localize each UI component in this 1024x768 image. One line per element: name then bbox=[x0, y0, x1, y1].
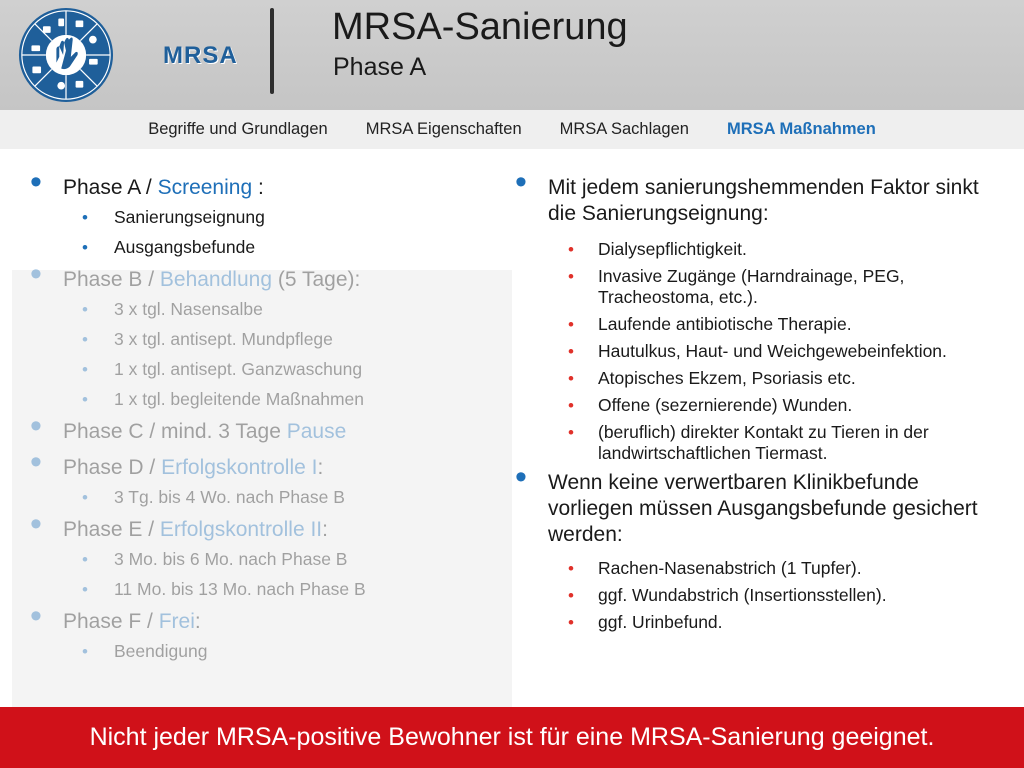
phase-c-prefix: Phase C / mind. 3 Tage bbox=[63, 420, 287, 443]
section-nav bbox=[0, 110, 1024, 149]
factor-item: • Offene (sezernierende) Wunden. bbox=[515, 395, 985, 416]
phase-b-subitem: • 1 x tgl. antisept. Ganzwaschung bbox=[30, 359, 510, 380]
nav-item-sachlagen[interactable]: MRSA Sachlagen bbox=[559, 120, 689, 138]
phase-f-prefix: Phase F / bbox=[63, 610, 159, 633]
nav-item-begriffe[interactable]: Begriffe und Grundlagen bbox=[148, 120, 328, 138]
befund-item: • ggf. Urinbefund. bbox=[515, 612, 985, 633]
page-title: MRSA-Sanierung bbox=[332, 6, 628, 48]
phase-a-subitem: • Ausgangsbefunde bbox=[30, 237, 510, 258]
phase-f-highlight: Frei bbox=[158, 610, 195, 633]
header bbox=[0, 0, 1024, 110]
page-subtitle: Phase A bbox=[333, 53, 427, 81]
point1-text: Mit jedem sanierungshemmenden Faktor sinkt die Sanierungseignung: bbox=[548, 176, 979, 225]
content-area bbox=[0, 149, 1024, 707]
phase-e-highlight: Erfolgskontrolle II bbox=[159, 518, 323, 541]
phase-e-suffix: : bbox=[322, 518, 328, 541]
phase-d-prefix: Phase D / bbox=[63, 456, 162, 479]
factor-item: • Hautulkus, Haut- und Weichgewebeinfektion. bbox=[515, 341, 985, 362]
factor-item: • Laufende antibiotische Therapie. bbox=[515, 314, 985, 335]
mrsa-logo-wheel-icon bbox=[18, 7, 114, 103]
phase-c-highlight: Pause bbox=[286, 420, 347, 443]
nav-item-eigenschaften[interactable]: MRSA Eigenschaften bbox=[365, 120, 522, 138]
factor-item: • Dialysepflichtigkeit. bbox=[515, 239, 985, 260]
phase-b-subitem: • 3 x tgl. antisept. Mundpflege bbox=[30, 329, 510, 350]
factor-item: • Invasive Zugänge (Harndrainage, PEG, Tracheostoma, etc.). bbox=[515, 266, 985, 308]
phase-d-subitem: • 3 Tg. bis 4 Wo. nach Phase B bbox=[30, 487, 510, 508]
phase-b-subitem: • 3 x tgl. Nasensalbe bbox=[30, 299, 510, 320]
phase-d-suffix: : bbox=[317, 456, 324, 479]
logo-word: MRSA bbox=[163, 42, 238, 69]
nav-item-massnahmen[interactable]: MRSA Maßnahmen bbox=[726, 120, 876, 138]
befund-item: • Rachen-Nasenabstrich (1 Tupfer). bbox=[515, 558, 985, 579]
factor-item: • Atopisches Ekzem, Psoriasis etc. bbox=[515, 368, 985, 389]
phase-b-prefix: Phase B / bbox=[63, 268, 160, 291]
footer-banner bbox=[0, 707, 1024, 768]
phase-c-item bbox=[30, 419, 510, 445]
phase-b-subitem: • 1 x tgl. begleitende Maßnahmen bbox=[30, 389, 510, 410]
phase-b-highlight: Behandlung bbox=[159, 268, 272, 291]
point2-text: Wenn keine verwertbaren Klinikbefunde vorliegen müssen Ausgangsbefunde gesichert werden: bbox=[548, 471, 978, 546]
phase-b-item bbox=[30, 267, 510, 410]
phase-d-highlight: Erfolgskontrolle I bbox=[161, 456, 318, 479]
phase-d-item bbox=[30, 455, 510, 508]
header-divider bbox=[270, 8, 274, 94]
phase-e-subitem: • 11 Mo. bis 13 Mo. nach Phase B bbox=[30, 579, 510, 600]
phase-a-subitem: • Sanierungseignung bbox=[30, 207, 510, 228]
phase-a-suffix: : bbox=[252, 176, 264, 199]
footer-text: Nicht jeder MRSA-positive Bewohner ist für eine MRSA-Sanierung geeignet. bbox=[89, 723, 935, 751]
right-column bbox=[515, 175, 985, 639]
point-ausgangsbefunde bbox=[515, 470, 985, 633]
phase-f-item bbox=[30, 609, 510, 662]
factor-item: • (beruflich) direkter Kontakt zu Tieren in der landwirtschaftlichen Tiermast. bbox=[515, 422, 985, 464]
phase-b-suffix: (5 Tage): bbox=[272, 268, 361, 291]
faded-phases bbox=[30, 267, 510, 662]
phase-a-prefix: Phase A / bbox=[63, 176, 158, 199]
point-sanierungseignung bbox=[515, 175, 985, 464]
phase-e-item bbox=[30, 517, 510, 600]
befund-item: • ggf. Wundabstrich (Insertionsstellen). bbox=[515, 585, 985, 606]
left-column bbox=[30, 175, 510, 671]
phase-f-suffix: : bbox=[194, 610, 201, 633]
phase-a-item bbox=[30, 175, 510, 258]
phase-e-subitem: • 3 Mo. bis 6 Mo. nach Phase B bbox=[30, 549, 510, 570]
phase-a-highlight: Screening bbox=[157, 176, 253, 199]
phase-f-subitem: • Beendigung bbox=[30, 641, 510, 662]
phase-e-prefix: Phase E / bbox=[63, 518, 160, 541]
